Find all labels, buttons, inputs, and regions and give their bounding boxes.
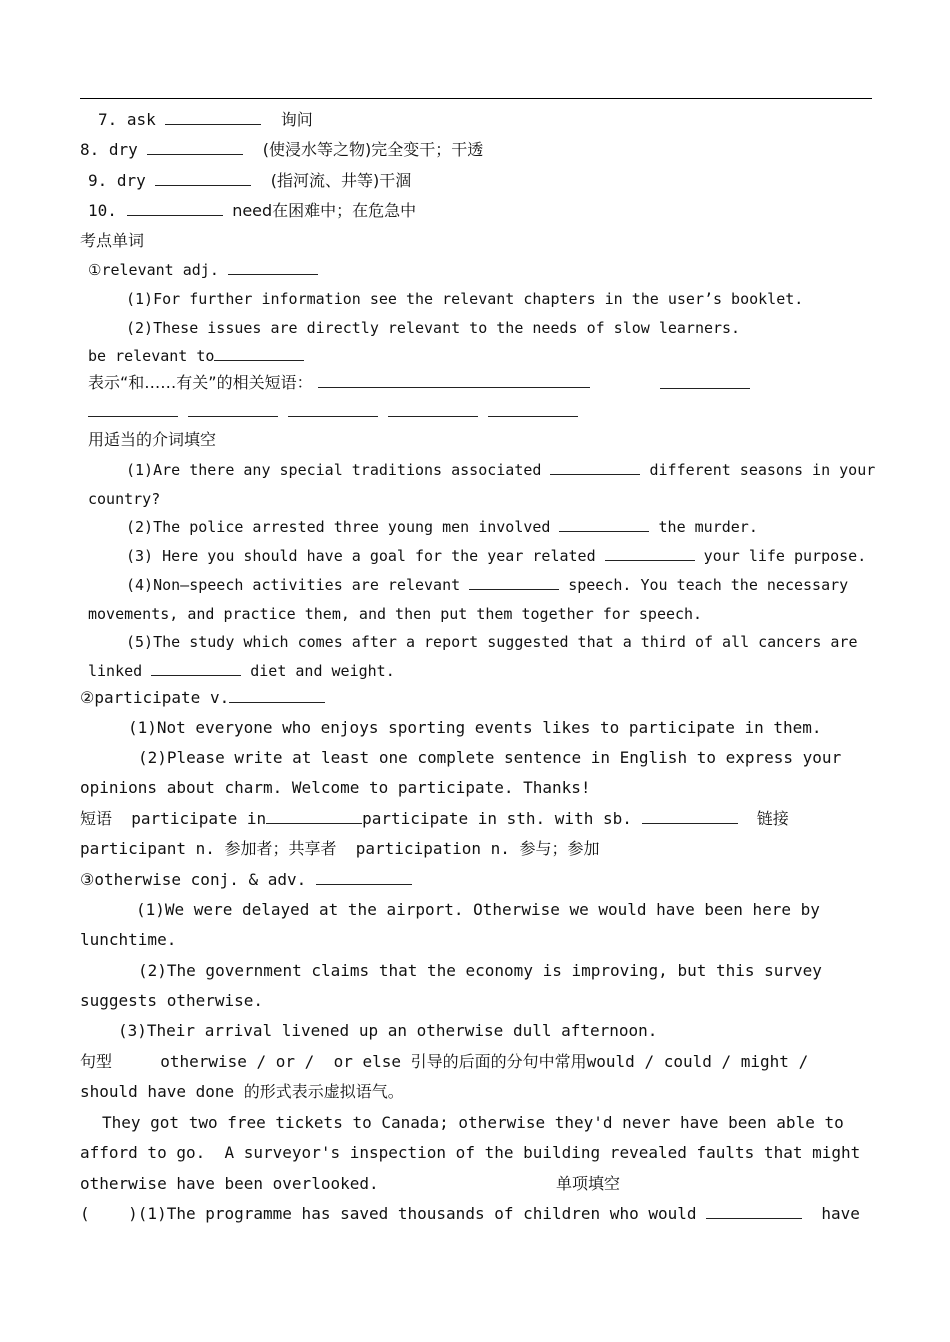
answer-blank[interactable]: [288, 416, 378, 417]
answer-blank[interactable]: [214, 346, 304, 361]
example-sentence: (1)Not everyone who enjoys sporting events likes to participate in them.: [128, 718, 822, 737]
example-sentence: (2)The government claims that the economy is improving, but this survey: [138, 961, 822, 980]
fill-section-title: 用适当的介词填空: [88, 430, 217, 449]
fill-question: (5)The study which comes after a report suggested that a third of all cancers are: [126, 633, 858, 651]
fill-question: (3) Here you should have a goal for the year related your life purpose.: [126, 547, 867, 565]
example-sentence: (1)We were delayed at the airport. Otherwise we would have been here by: [136, 900, 820, 919]
answer-blank[interactable]: [706, 1204, 802, 1219]
answer-blank[interactable]: [488, 416, 578, 417]
example-paragraph: afford to go. A surveyor's inspection of the building revealed faults that might: [80, 1143, 861, 1162]
vocab-line-7: 7. ask 询问: [98, 110, 313, 129]
section-title-kaodian: 考点单词: [80, 231, 145, 250]
answer-blank[interactable]: [88, 416, 178, 417]
answer-blank[interactable]: [642, 809, 738, 824]
choice-question: ( )(1)The programme has saved thousands of children who would have: [80, 1204, 860, 1223]
answer-blank[interactable]: [155, 171, 251, 186]
example-sentence-cont: lunchtime.: [80, 930, 177, 949]
sentence-pattern: 句型 otherwise / or / or else 引导的后面的分句中常用would / could / might /: [80, 1052, 809, 1071]
answer-blank[interactable]: [318, 373, 590, 388]
fill-question: (1)Are there any special traditions associated different seasons in your: [126, 461, 876, 479]
answer-blank[interactable]: [660, 388, 750, 389]
derived-words: participant n. 参加者；共享者 participation n. 参与；参加: [80, 839, 600, 858]
related-phrases-prompt: 表示“和……有关”的相关短语：: [88, 373, 590, 393]
answer-blank[interactable]: [550, 460, 640, 475]
answer-blank[interactable]: [559, 517, 649, 532]
vocab-line-10: 10. need在困难中；在危急中: [88, 201, 417, 220]
answer-blank[interactable]: [266, 809, 362, 824]
answer-blank[interactable]: [605, 546, 695, 561]
example-paragraph: otherwise have been overlooked.: [80, 1174, 379, 1193]
header-rule: [80, 98, 872, 99]
fill-question: (2)The police arrested three young men involved the murder.: [126, 518, 758, 536]
word-head-participate: ②participate v.: [80, 688, 325, 708]
fill-question-cont: linked diet and weight.: [88, 662, 395, 680]
phrase-line: be relevant to: [88, 346, 304, 366]
answer-blank[interactable]: [165, 110, 261, 125]
answer-blank[interactable]: [228, 260, 318, 275]
example-sentence: (2)Please write at least one complete sentence in English to express your: [138, 748, 842, 767]
answer-blank[interactable]: [188, 416, 278, 417]
example-sentence: (2)These issues are directly relevant to the needs of slow learners.: [126, 319, 741, 337]
fill-question-cont: country?: [88, 490, 161, 508]
example-sentence: (3)Their arrival livened up an otherwise dull afternoon.: [118, 1021, 658, 1040]
answer-paren[interactable]: ( ): [80, 1204, 138, 1223]
answer-blank[interactable]: [127, 201, 223, 216]
answer-blank[interactable]: [388, 416, 478, 417]
word-head-relevant: ①relevant adj.: [88, 260, 318, 280]
answer-blank[interactable]: [151, 661, 241, 676]
vocab-line-9: 9. dry (指河流、井等)干涸: [88, 171, 412, 190]
answer-blank[interactable]: [147, 140, 243, 155]
answer-blank[interactable]: [316, 870, 412, 885]
example-paragraph: They got two free tickets to Canada; otherwise they'd never have been able to: [102, 1113, 844, 1132]
vocab-line-8: 8. dry (使浸水等之物)完全变干；干透: [80, 140, 484, 159]
answer-blank[interactable]: [469, 575, 559, 590]
example-sentence-cont: opinions about charm. Welcome to participate. Thanks!: [80, 778, 591, 797]
single-choice-title: 单项填空: [556, 1174, 621, 1193]
phrase-line: 短语 participate in participate in sth. with sb. 链接: [80, 809, 789, 828]
fill-question-cont: movements, and practice them, and then put them together for speech.: [88, 605, 703, 623]
answer-blank[interactable]: [229, 688, 325, 703]
example-sentence: (1)For further information see the relevant chapters in the user’s booklet.: [126, 290, 804, 308]
fill-question: (4)Non—speech activities are relevant speech. You teach the necessary: [126, 576, 849, 594]
example-sentence-cont: suggests otherwise.: [80, 991, 264, 1010]
word-head-otherwise: ③otherwise conj. & adv.: [80, 870, 412, 890]
sentence-pattern-cont: should have done 的形式表示虚拟语气。: [80, 1082, 404, 1101]
